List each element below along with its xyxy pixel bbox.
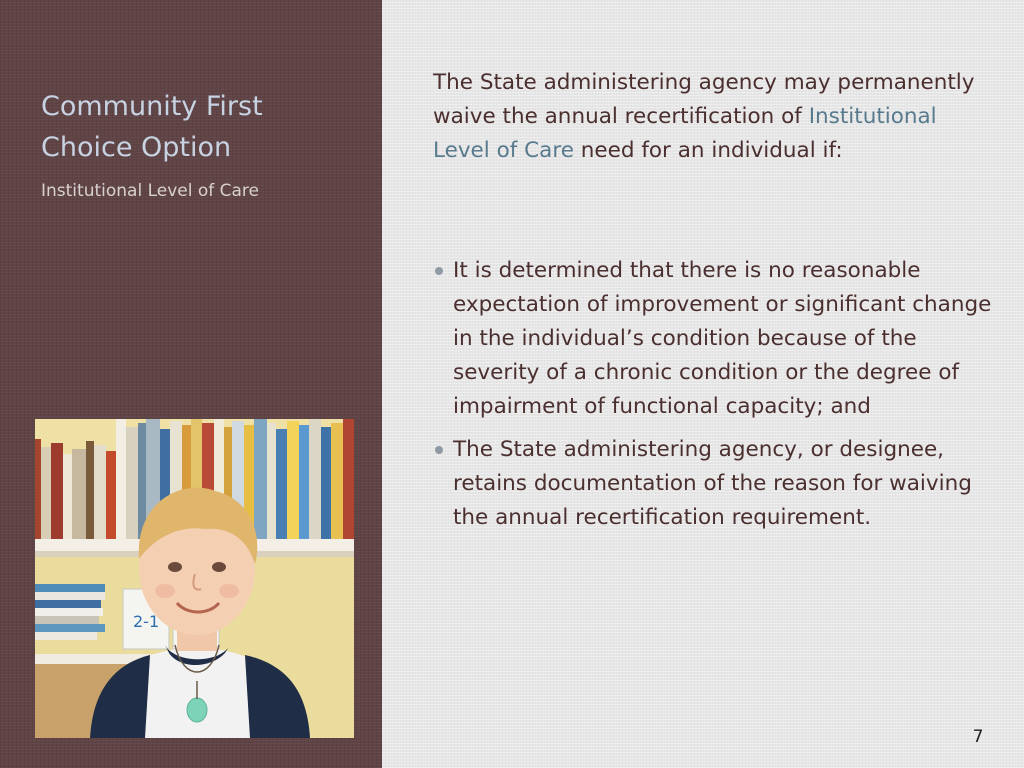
bullet-text: The State administering agency, or designee, retains documentation of the reason for waiving the annual recertification requirement. [453,437,972,530]
child-photo [35,419,354,738]
title-line-1: Community First [41,91,263,122]
bullet-dot-icon [435,446,443,454]
child-photo-illustration [35,419,354,738]
intro-paragraph [433,66,993,168]
svg-text:2-1: 2-1 [133,612,160,631]
bullet-dot-icon [435,267,443,275]
intro-text-start: The State administering agency may permanently waive the annual recertification of [433,70,975,129]
left-panel [0,0,382,768]
intro-highlight: Institutional Level of Care [433,104,937,163]
slide-title [41,86,361,168]
intro-text-end: need for an individual if: [573,138,843,163]
slide-subtitle: Institutional Level of Care [41,181,260,201]
page-number: 7 [972,727,984,747]
bullet-text: It is determined that there is no reasonable expectation of improvement or significant change in the individual’s condition because of the severity of a chronic condition or the degree of impairment of functional capacity; and [453,258,992,419]
bullet-item [433,254,993,424]
bullet-list [433,254,993,544]
title-line-2: Choice Option [41,132,232,163]
bullet-item [433,433,993,535]
